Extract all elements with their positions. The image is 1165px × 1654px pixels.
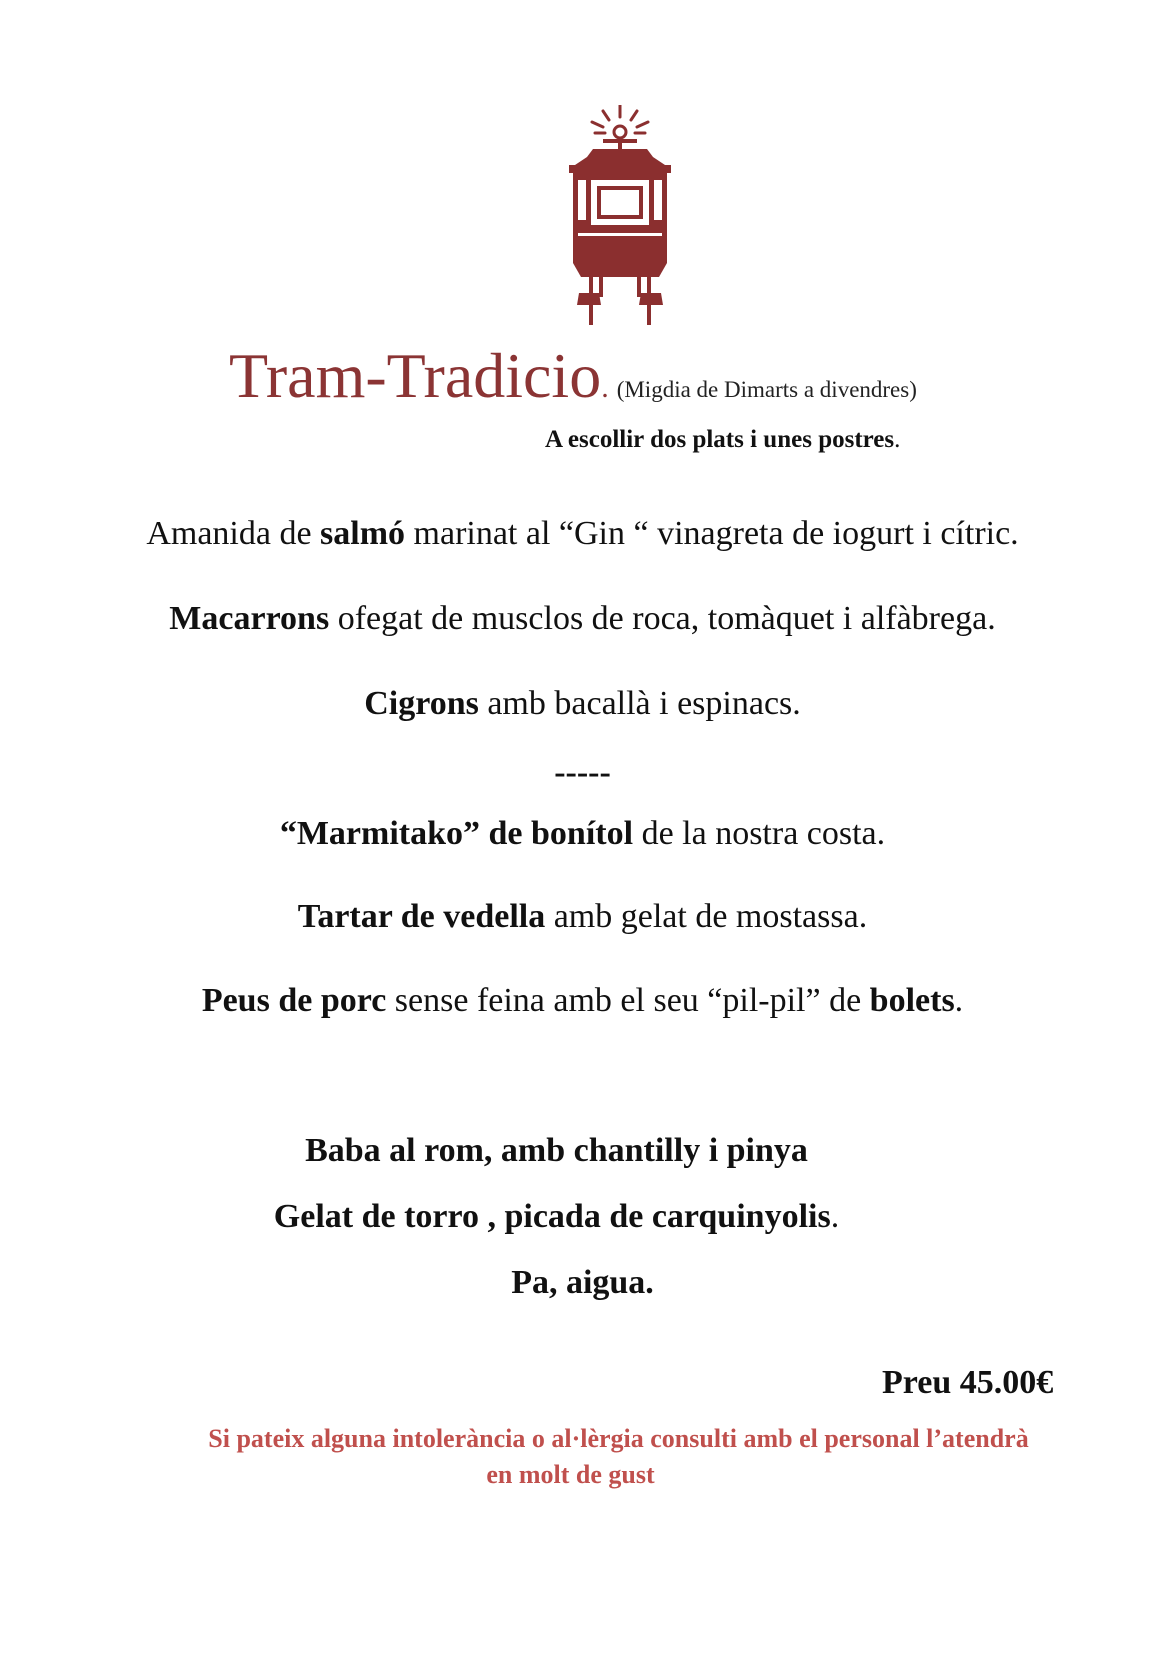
allergy-notice-line-2: en molt de gust <box>486 1460 655 1489</box>
allergy-notice-line-1: Si pateix alguna intolerància o al·lèrgia consulti amb el personal l’atendrà <box>208 1424 1029 1453</box>
menu-schedule: (Migdia de Dimarts a divendres) <box>616 377 917 402</box>
brand-title: Tram-Tradicio <box>229 340 602 411</box>
tram-logo-icon <box>555 105 685 325</box>
dessert-item-1: Baba al rom, amb chantilly i pinya <box>305 1132 808 1169</box>
section-separator: ----- <box>554 754 611 791</box>
starter-item-1: Amanida de salmó marinat al “Gin “ vinagreta de iogurt i cítric. <box>146 515 1019 552</box>
main-item-1: “Marmitako” de bonítol de la nostra costa. <box>279 815 886 852</box>
main-item-3: Peus de porc sense feina amb el seu “pil-pil” de bolets. <box>201 982 964 1019</box>
menu-instructions: A escollir dos plats i unes postres. <box>545 426 901 453</box>
starter-item-3: Cigrons amb bacallà i espinacs. <box>364 685 801 722</box>
dessert-item-2: Gelat de torro , picada de carquinyolis. <box>273 1198 840 1235</box>
starter-item-2: Macarrons ofegat de musclos de roca, tomàquet i alfàbrega. <box>169 600 996 637</box>
menu-price: Preu 45.00€ <box>882 1364 1054 1401</box>
brand-title-dot: . <box>601 371 609 404</box>
main-item-2: Tartar de vedella amb gelat de mostassa. <box>297 898 868 935</box>
menu-extras: Pa, aigua. <box>511 1264 654 1301</box>
menu-title-line <box>229 340 917 411</box>
